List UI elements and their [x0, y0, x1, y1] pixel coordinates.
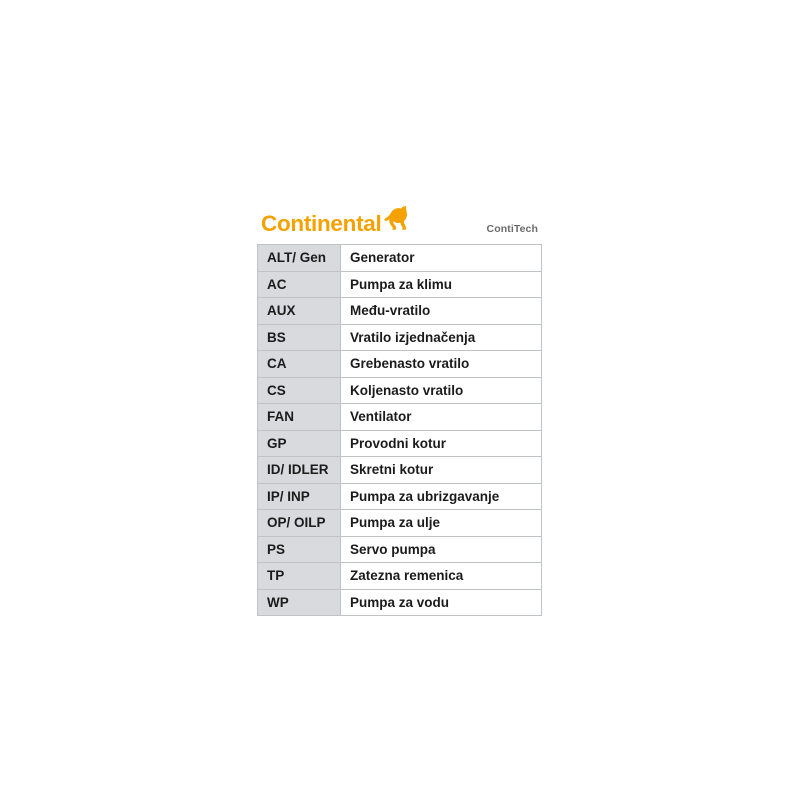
- abbr-cell: CS: [258, 377, 341, 404]
- table-row: [258, 404, 542, 431]
- desc-cell: Servo pumpa: [341, 536, 542, 563]
- abbr-cell: GP: [258, 430, 341, 457]
- table-row: [258, 324, 542, 351]
- desc-cell: Zatezna remenica: [341, 563, 542, 590]
- abbr-cell: WP: [258, 589, 341, 616]
- table-row: [258, 271, 542, 298]
- desc-cell: Pumpa za vodu: [341, 589, 542, 616]
- table-row: [258, 430, 542, 457]
- desc-cell: Ventilator: [341, 404, 542, 431]
- table-row: [258, 483, 542, 510]
- table-row: [258, 377, 542, 404]
- desc-cell: Koljenasto vratilo: [341, 377, 542, 404]
- abbr-cell: CA: [258, 351, 341, 378]
- abbr-cell: ID/ IDLER: [258, 457, 341, 484]
- abbr-cell: TP: [258, 563, 341, 590]
- table-row: [258, 351, 542, 378]
- table-row: [258, 563, 542, 590]
- abbr-cell: AC: [258, 271, 341, 298]
- desc-cell: Pumpa za ulje: [341, 510, 542, 537]
- desc-cell: Grebenasto vratilo: [341, 351, 542, 378]
- legend-card: [257, 196, 542, 616]
- table-row: [258, 589, 542, 616]
- abbr-cell: ALT/ Gen: [258, 245, 341, 272]
- brand-wordmark: Continental: [261, 211, 382, 236]
- table-row: [258, 298, 542, 325]
- contitech-sub-brand: ContiTech: [486, 223, 538, 235]
- desc-cell: Među-vratilo: [341, 298, 542, 325]
- abbr-cell: OP/ OILP: [258, 510, 341, 537]
- continental-logo: [257, 205, 411, 236]
- desc-cell: Pumpa za klimu: [341, 271, 542, 298]
- abbr-cell: IP/ INP: [258, 483, 341, 510]
- table-body: [258, 245, 542, 616]
- desc-cell: Pumpa za ubrizgavanje: [341, 483, 542, 510]
- abbr-cell: FAN: [258, 404, 341, 431]
- table-row: [258, 457, 542, 484]
- abbreviation-legend-table: [257, 244, 542, 616]
- abbr-cell: AUX: [258, 298, 341, 325]
- table-row: [258, 536, 542, 563]
- horse-logo-icon: [383, 205, 411, 235]
- desc-cell: Skretni kotur: [341, 457, 542, 484]
- desc-cell: Generator: [341, 245, 542, 272]
- table-row: [258, 510, 542, 537]
- table-row: [258, 245, 542, 272]
- desc-cell: Vratilo izjednačenja: [341, 324, 542, 351]
- abbr-cell: PS: [258, 536, 341, 563]
- desc-cell: Provodni kotur: [341, 430, 542, 457]
- abbr-cell: BS: [258, 324, 341, 351]
- brand-header: [257, 196, 542, 244]
